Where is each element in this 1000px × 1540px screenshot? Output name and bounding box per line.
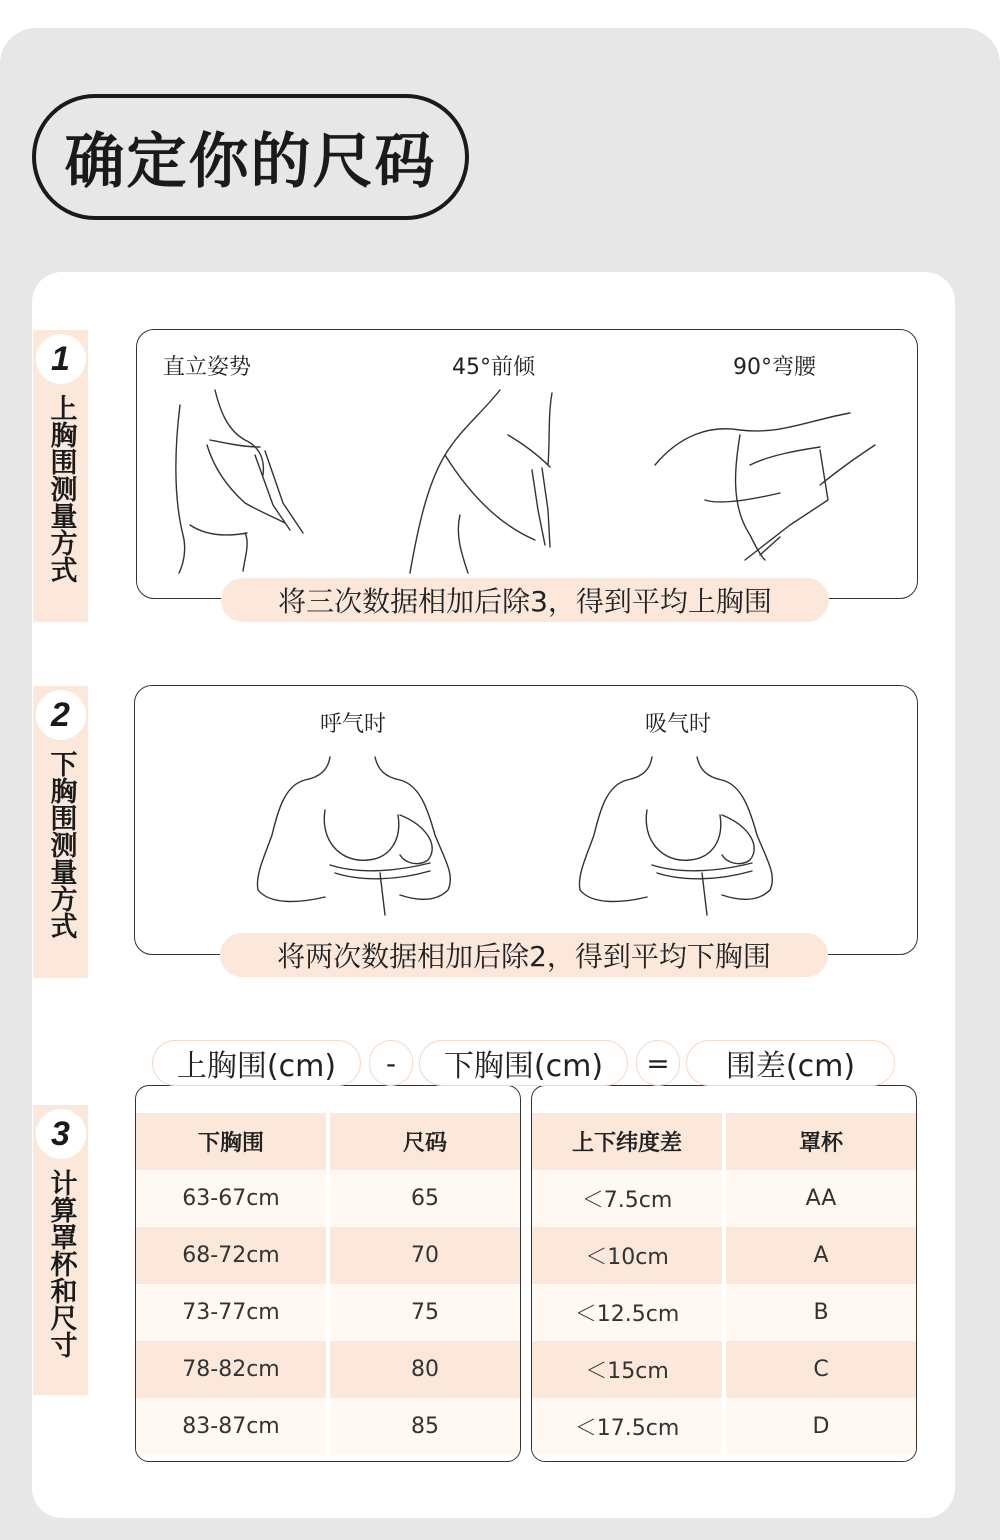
table-cell: 65 [330, 1170, 520, 1227]
formula-equals [636, 1040, 680, 1086]
step-2-label: 下胸围测量方式 [45, 750, 77, 939]
exhale-illustration [250, 755, 460, 920]
bend-90-pose-illustration [650, 405, 890, 570]
table-cell: ＜12.5cm [532, 1284, 722, 1341]
table-cell: 68-72cm [136, 1227, 326, 1284]
cup-header-cup: 罩杯 [726, 1113, 916, 1170]
band-header-underbust: 下胸围 [136, 1113, 326, 1170]
formula-difference [686, 1040, 895, 1086]
table-cell: AA [726, 1170, 916, 1227]
formula-difference-label: 围差(cm) [725, 1049, 856, 1084]
formula-overbust-label: 上胸围(cm) [176, 1049, 337, 1084]
table-cell: 63-67cm [136, 1170, 326, 1227]
caption-bend-90: 90°弯腰 [733, 355, 816, 380]
caption-inhale: 吸气时 [645, 712, 712, 737]
step-3-badge [36, 1109, 86, 1159]
step-2-number: 2 [51, 695, 70, 734]
table-cell: B [726, 1284, 916, 1341]
formula-equals-sign: = [646, 1046, 670, 1080]
table-cell: ＜17.5cm [532, 1398, 722, 1455]
table-cell: 73-77cm [136, 1284, 326, 1341]
step-3-tab [33, 1105, 88, 1395]
step-1-note: 将三次数据相加后除3，得到平均上胸围 [278, 585, 772, 618]
step-3-number: 3 [51, 1114, 70, 1153]
step-3-label: 计算罩杯和尺寸 [45, 1169, 77, 1358]
table-cell: ＜7.5cm [532, 1170, 722, 1227]
band-size-grid [136, 1113, 520, 1455]
table-cell: ＜15cm [532, 1341, 722, 1398]
table-cell: 83-87cm [136, 1398, 326, 1455]
step-1-number: 1 [51, 339, 70, 378]
cup-size-grid [532, 1113, 916, 1455]
step-2-note: 将两次数据相加后除2，得到平均下胸围 [277, 940, 771, 973]
table-cell: 70 [330, 1227, 520, 1284]
band-header-size: 尺码 [330, 1113, 520, 1170]
formula-underbust-label: 下胸围(cm) [443, 1049, 604, 1084]
table-cell: 75 [330, 1284, 520, 1341]
step-1-label: 上胸围测量方式 [45, 394, 77, 583]
table-cell: ＜10cm [532, 1227, 722, 1284]
step-2-note-pill [220, 933, 828, 977]
step-1-note-pill [221, 578, 829, 622]
step-2-tab [33, 686, 88, 978]
formula-minus [369, 1040, 413, 1086]
lean-45-pose-illustration [400, 385, 570, 575]
formula-overbust [152, 1040, 361, 1086]
step-2-badge [36, 690, 86, 740]
step-1-badge [36, 334, 86, 384]
table-cell: D [726, 1398, 916, 1455]
formula-underbust [419, 1040, 628, 1086]
formula-minus-sign: - [385, 1046, 397, 1080]
band-size-table [135, 1085, 521, 1462]
page-title: 确定你的尺码 [64, 127, 437, 197]
caption-standing: 直立姿势 [163, 355, 252, 380]
cup-size-table [531, 1085, 917, 1462]
caption-exhale: 呼气时 [320, 712, 387, 737]
inhale-illustration [572, 755, 782, 920]
standing-pose-illustration [165, 385, 315, 575]
cup-header-difference: 上下纬度差 [532, 1113, 722, 1170]
caption-lean-45: 45°前倾 [452, 355, 535, 380]
table-cell: 80 [330, 1341, 520, 1398]
table-cell: 78-82cm [136, 1341, 326, 1398]
step-1-tab [33, 330, 88, 622]
table-cell: A [726, 1227, 916, 1284]
page-title-pill [32, 94, 469, 220]
table-cell: 85 [330, 1398, 520, 1455]
table-cell: C [726, 1341, 916, 1398]
